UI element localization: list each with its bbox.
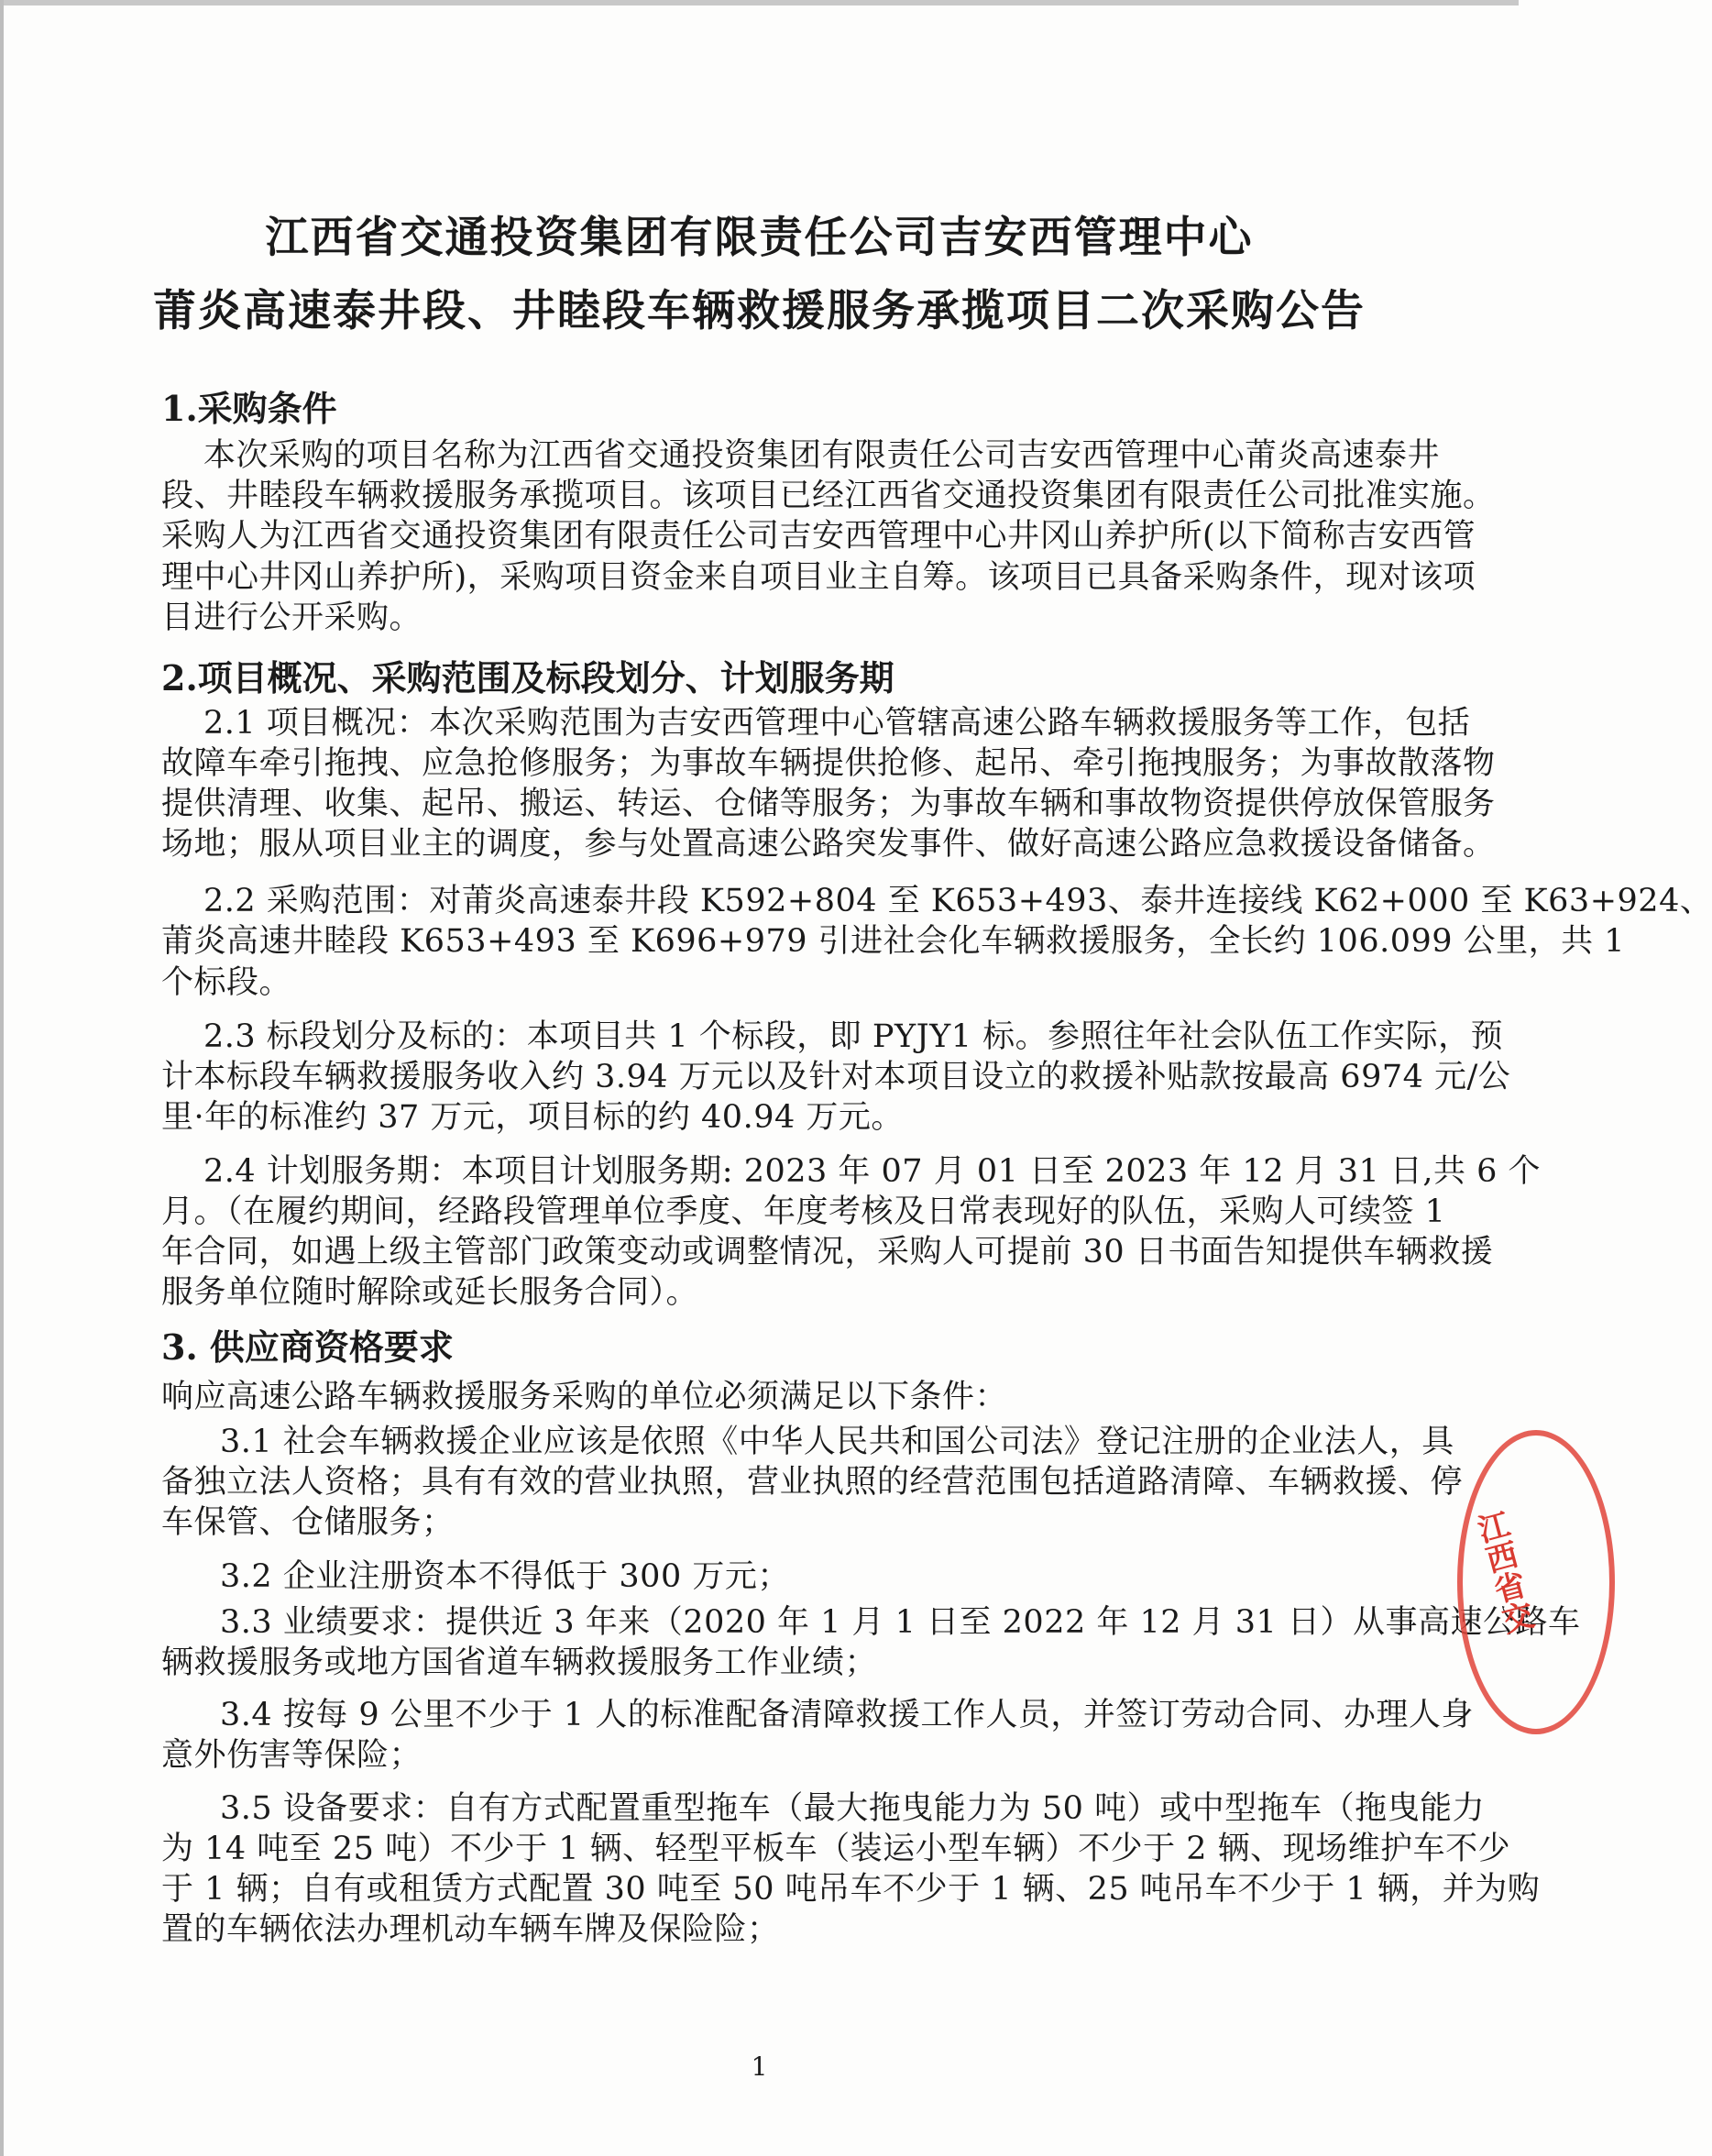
body-line: 计本标段车辆救援服务收入约 3.94 万元以及针对本项目设立的救援补贴款按最高 6974 元/公: [161, 1059, 1511, 1095]
body-line: 辆救援服务或地方国省道车辆救援服务工作业绩；: [161, 1644, 878, 1681]
body-line: 2.4 计划服务期：本项目计划服务期: 2023 年 07 月 01 日至 2023 年 12 月 31 日,共 6 个: [203, 1153, 1542, 1190]
section-heading-1: 1.采购条件: [161, 388, 337, 429]
body-line: 意外伤害等保险；: [161, 1737, 423, 1774]
body-line: 2.3 标段划分及标的：本项目共 1 个标段，即 PYJY1 标。参照往年社会队伍工作实际，预: [203, 1018, 1504, 1055]
body-line: 为 14 吨至 25 吨）不少于 1 辆、轻型平板车（装运小型车辆）不少于 2 辆、现场维护车不少: [161, 1831, 1511, 1867]
body-line: 个标段。: [161, 964, 292, 1001]
body-line: 理中心井冈山养护所)，采购项目资金来自项目业主自筹。该项目已具备采购条件，现对该项: [161, 559, 1476, 596]
body-line: 提供清理、收集、起吊、搬运、转运、仓储等服务；为事故车辆和事故物资提供停放保管服务: [161, 786, 1496, 822]
document-title-line-2: 莆炎高速泰井段、井睦段车辆救援服务承揽项目二次采购公告: [153, 286, 1366, 336]
body-line: 目进行公开采购。: [161, 600, 423, 636]
page-number: 1: [751, 2052, 768, 2082]
body-line: 段、井睦段车辆救援服务承揽项目。该项目已经江西省交通投资集团有限责任公司批准实施。: [161, 478, 1496, 514]
scan-edge-top: [0, 0, 1519, 6]
body-line: 响应高速公路车辆救援服务采购的单位必须满足以下条件：: [161, 1379, 1008, 1415]
body-line: 车保管、仓储服务；: [161, 1504, 455, 1541]
body-line: 置的车辆依法办理机动车辆车牌及保险险；: [161, 1911, 780, 1948]
body-line: 故障车牵引拖拽、应急抢修服务；为事故车辆提供抢修、起吊、牵引拖拽服务；为事故散落物: [161, 745, 1496, 782]
body-line: 采购人为江西省交通投资集团有限责任公司吉安西管理中心井冈山养护所(以下简称吉安西管: [161, 518, 1476, 555]
body-line: 2.1 项目概况：本次采购范围为吉安西管理中心管辖高速公路车辆救援服务等工作，包括: [203, 705, 1471, 742]
body-line: 于 1 辆；自有或租赁方式配置 30 吨至 50 吨吊车不少于 1 辆、25 吨吊车不少于 1 辆，并为购: [161, 1871, 1541, 1908]
body-line: 3.5 设备要求：自有方式配置重型拖车（最大拖曳能力为 50 吨）或中型拖车（拖曳能力: [220, 1790, 1486, 1827]
official-seal-text: 江西省交: [1468, 1507, 1537, 1638]
body-line: 2.2 采购范围：对莆炎高速泰井段 K592+804 至 K653+493、泰井连接线 K62+000 至 K63+924、: [203, 883, 1712, 919]
body-line: 月。（在履约期间，经路段管理单位季度、年度考核及日常表现好的队伍，采购人可续签 1: [161, 1194, 1446, 1230]
body-line: 本次采购的项目名称为江西省交通投资集团有限责任公司吉安西管理中心莆炎高速泰井: [203, 437, 1441, 474]
body-line: 3.3 业绩要求：提供近 3 年来（2020 年 1 月 1 日至 2022 年 12 月 31 日）从事高速公路车: [220, 1604, 1581, 1641]
body-line: 场地；服从项目业主的调度，参与处置高速公路突发事件、做好高速公路应急救援设备储备。: [161, 826, 1496, 863]
body-line: 服务单位随时解除或延长服务合同）。: [161, 1274, 699, 1311]
body-line: 年合同，如遇上级主管部门政策变动或调整情况，采购人可提前 30 日书面告知提供车辆救援: [161, 1234, 1494, 1270]
section-heading-2: 2.项目概况、采购范围及标段划分、计划服务期: [161, 657, 894, 698]
body-line: 3.1 社会车辆救援企业应该是依照《中华人民共和国公司法》登记注册的企业法人，具: [220, 1424, 1454, 1460]
document-title-line-1: 江西省交通投资集团有限责任公司吉安西管理中心: [265, 213, 1254, 263]
body-line: 3.4 按每 9 公里不少于 1 人的标准配备清障救援工作人员，并签订劳动合同、办理人身: [220, 1697, 1474, 1733]
body-line: 备独立法人资格；具有有效的营业执照，营业执照的经营范围包括道路清障、车辆救援、停: [161, 1464, 1464, 1501]
body-line: 3.2 企业注册资本不得低于 300 万元；: [220, 1558, 790, 1595]
section-heading-3: 3. 供应商资格要求: [161, 1326, 454, 1368]
body-line: 莆炎高速井睦段 K653+493 至 K696+979 引进社会化车辆救援服务，全长约 106.099 公里，共 1: [161, 923, 1626, 960]
body-line: 里·年的标准约 37 万元，项目标的约 40.94 万元。: [161, 1099, 904, 1136]
